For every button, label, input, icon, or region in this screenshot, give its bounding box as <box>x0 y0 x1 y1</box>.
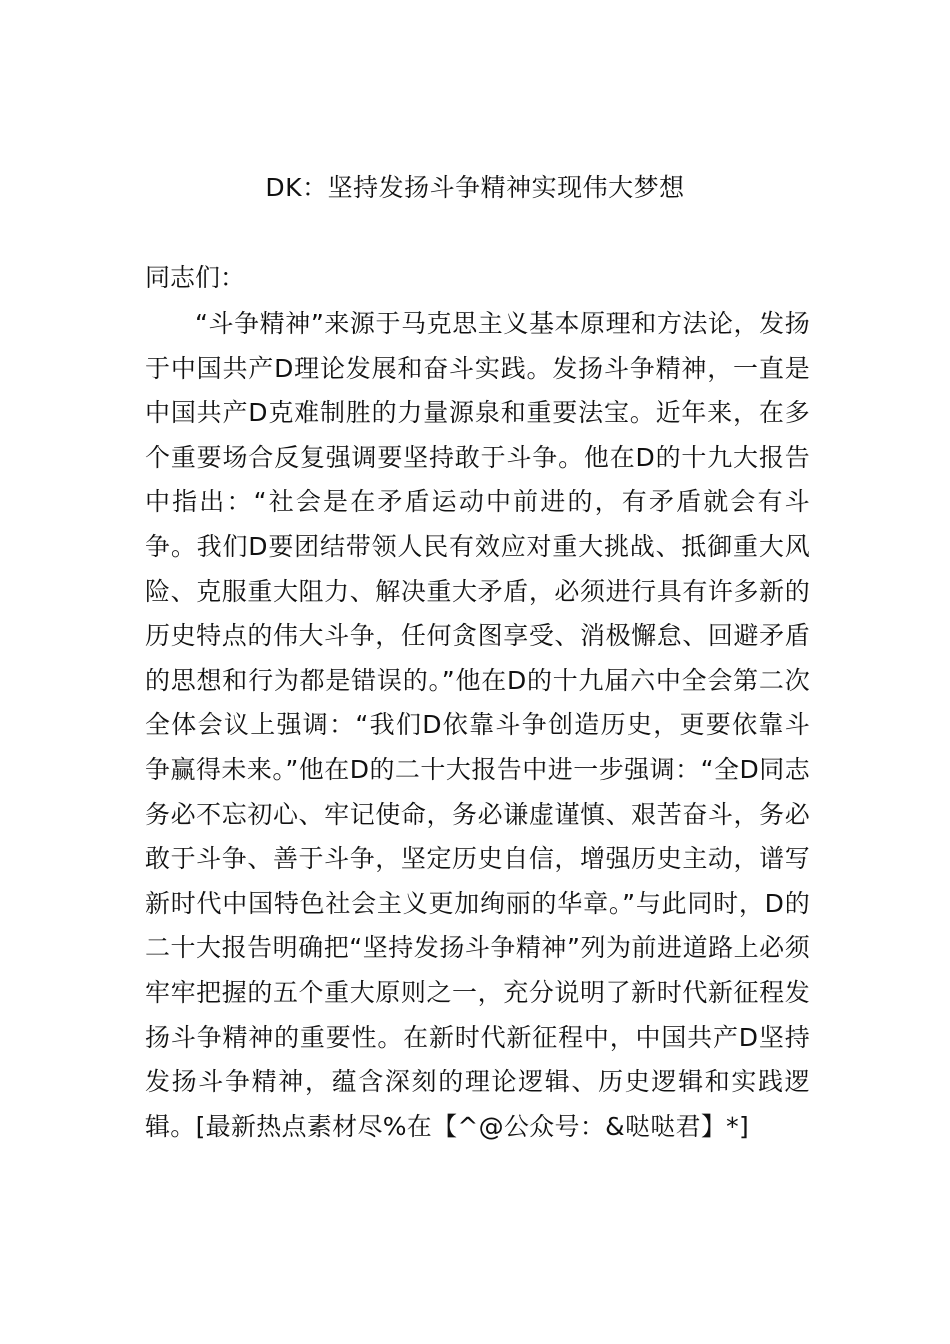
document-title: DK：坚持发扬斗争精神实现伟大梦想 <box>265 173 685 202</box>
salutation: 同志们： <box>145 263 246 292</box>
body-paragraph: “斗争精神”来源于马克思主义基本原理和方法论，发扬于中国共产D理论发展和奋斗实践。发扬斗争精神，一直是中国共产D克难制胜的力量源泉和重要法宝。近年来，在多个重要场合反复强调要坚持敢于斗争。他在D的十九大报告中指出：“社会是在矛盾运动中前进的，有矛盾就会有斗争。我们D要团结带领人民有效应对重大挑战、抵御重大风险、克服重大阻力、解决重大矛盾，必须进行具有许多新的历史特点的伟大斗争，任何贪图享受、消极懈怠、回避矛盾的思想和行为都是错误的。”他在D的十九届六中全会第二次全体会议上强调：“我们D依靠斗争创造历史，更要依靠斗争赢得未来。”他在D的二十大报告中进一步强调：“全D同志务必不忘初心、牢记使命，务必谦虚谨慎、艰苦奋斗，务必敢于斗争、善于斗争，坚定历史自信，增强历史主动，谱写新时代中国特色社会主义更加绚丽的华章。”与此同时，D的二十大报告明确把“坚持发扬斗争精神”列为前进道路上必须牢牢把握的五个重大原则之一，充分说明了新时代新征程发扬斗争精神的重要性。在新时代新征程中，中国共产D坚持发扬斗争精神，蕴含深刻的理论逻辑、历史逻辑和实践逻辑。[最新热点素材尽%在【^@公众号：&哒哒君】*] <box>145 309 810 1141</box>
